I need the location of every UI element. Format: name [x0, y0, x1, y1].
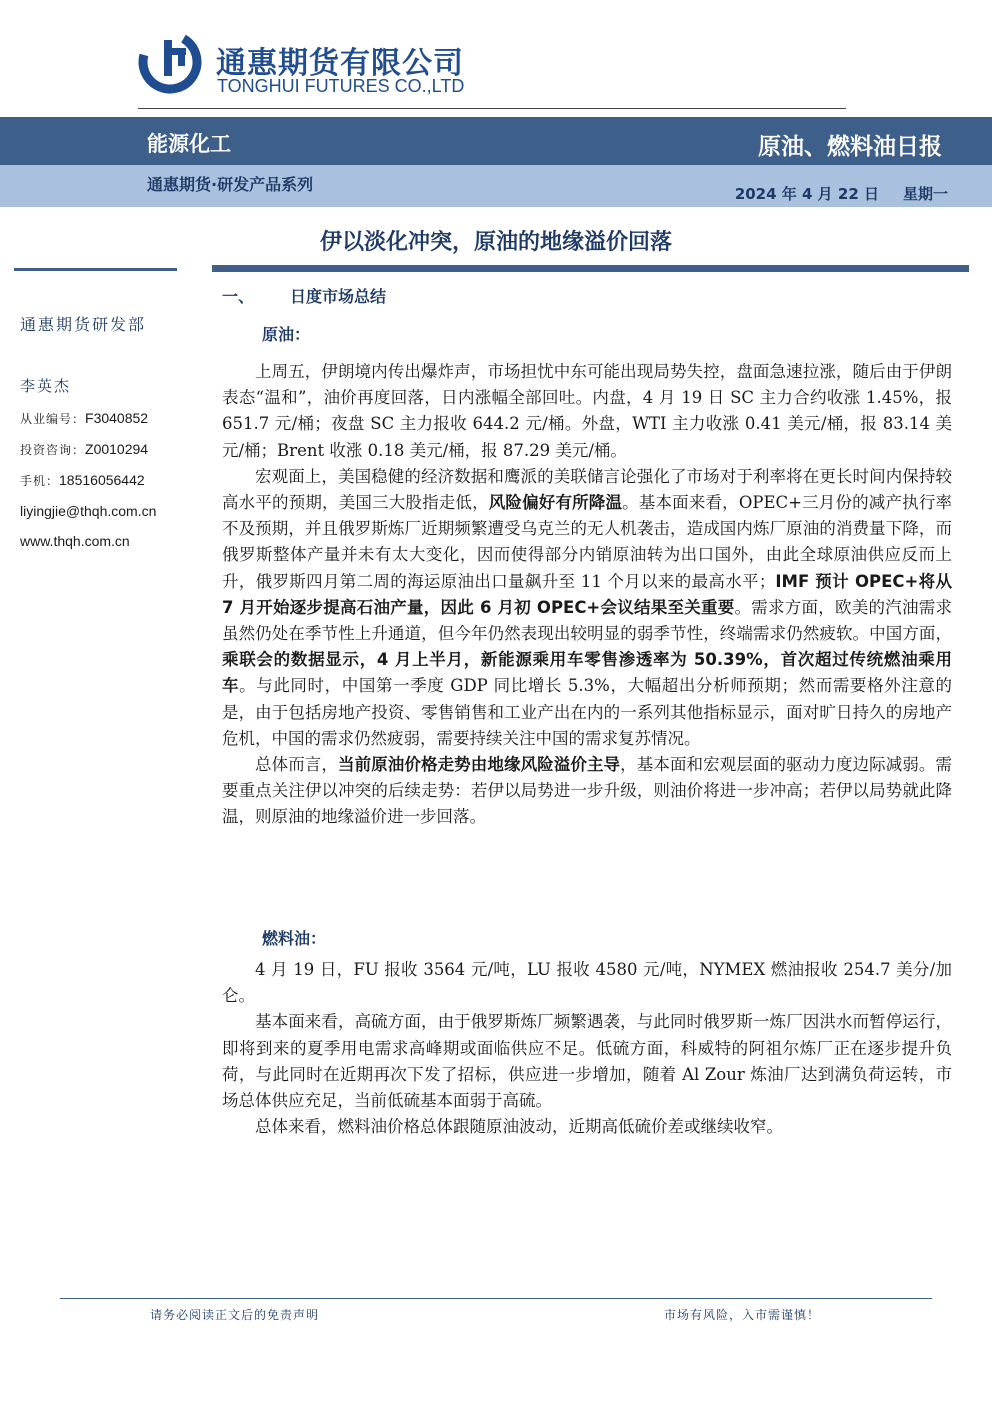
- department-name: 通惠期货研发部: [20, 315, 147, 334]
- phone-label: 手机：: [20, 474, 60, 488]
- disclaimer-note[interactable]: 请务必阅读正文后的免责声明: [150, 1308, 320, 1322]
- fuel-paragraph-3: 总体来看，燃料油价格总体跟随原油波动，近期高低硫价差或继续收窄。: [255, 1117, 783, 1137]
- fuel-paragraph-1: 4 月 19 日，FU 报收 3564 元/吨，LU 报收 4580 元/吨，NYMEX 燃油报收 254.7 美分/加仑。: [222, 960, 952, 1006]
- highlight-text: 乘联会的数据显示，4 月上半月，新能源乘用车零售渗透率为 50.39%，首次超过传统燃油乘用车: [222, 650, 952, 696]
- email-link[interactable]: liyingjie@thqh.com.cn: [20, 503, 157, 519]
- page-title: 伊以淡化冲突，原油的地缘溢价回落: [319, 230, 672, 255]
- sidebar: [20, 312, 195, 549]
- footer-divider: [60, 1298, 932, 1299]
- text-run: 。基本面来看，OPEC+三月份的减产执行率不及预期，并且俄罗斯炼厂近期频繁遭受乌克兰的无人机袭击，造成国内炼厂原油的消费量下降，而俄罗斯整体产量并未有太大变化，因而使得部分内销原油转为出口国外，由此全球原油供应反而上升，俄罗斯四月第二周的海运原油出口量飙升至 11 个月以来的最高水平；: [222, 493, 952, 591]
- crude-paragraph-3: [222, 752, 952, 831]
- license-label: 从业编号：: [20, 412, 86, 426]
- crude-heading: 原油：: [262, 325, 311, 344]
- fuel-body: [222, 957, 952, 1140]
- header-divider: [138, 108, 846, 109]
- text-run: ，基本面和宏观层面的驱动力度边际减弱。需要重点关注伊以冲突的后续走势：若伊以局势进一步升级，则油价将进一步冲高；若伊以局势就此降温，则原油的地缘溢价进一步回落。: [222, 755, 953, 827]
- advisory-value: Z0010294: [85, 441, 149, 457]
- crude-paragraph-2: [222, 464, 952, 752]
- series-label: 通惠期货·研发产品系列: [147, 175, 314, 194]
- license-value: F3040852: [85, 410, 149, 426]
- highlight-text: 当前原油价格走势由地缘风险溢价主导: [338, 755, 621, 775]
- company-logo-icon: [138, 30, 202, 94]
- license-row: [20, 410, 195, 427]
- section-number: 一、: [222, 287, 255, 306]
- title-rule: [212, 265, 969, 272]
- highlight-text: 风险偏好有所降温: [488, 493, 623, 513]
- section-title: 日度市场总结: [290, 287, 387, 306]
- section-heading: [222, 284, 386, 307]
- advisory-label: 投资咨询：: [20, 443, 86, 457]
- sidebar-rule: [14, 268, 177, 271]
- crude-body: [222, 359, 952, 831]
- analyst-name: 李英杰: [20, 377, 72, 395]
- weekday-text: 星期一: [902, 185, 948, 203]
- date-text: 2024 年 4 月 22 日: [734, 185, 879, 203]
- text-run: 宏观面上，美国稳健的经济数据和鹰派的美联储言论强化了市场对于利率将在更长时间内保持较高水平的预期，美国三大股指走低，: [222, 466, 952, 513]
- report-name: 原油、燃料油日报: [758, 134, 942, 160]
- highlight-text: IMF 预计 OPEC+将从 7 月开始逐步提高石油产量，因此 6 月初 OPEC+会议结果至关重要: [222, 571, 952, 617]
- phone-value: 18516056442: [59, 472, 145, 488]
- company-name-en: TONGHUI FUTURES CO.,LTD: [217, 76, 465, 96]
- sector-label: 能源化工: [147, 132, 231, 156]
- fuel-heading: 燃料油：: [262, 929, 327, 948]
- report-date: [735, 183, 948, 204]
- risk-warning: 市场有风险，入市需谨慎！: [663, 1308, 820, 1322]
- text-run: 。需求方面，欧美的汽油需求虽然仍处在季节性上升通道，但今年仍然表现出较明显的弱季节性，终端需求仍然疲软。中国方面，: [222, 597, 953, 644]
- text-run: 。与此同时，中国第一季度 GDP 同比增长 5.3%，大幅超出分析师预期；然而需要格外注意的是，由于包括房地产投资、零售销售和工业产出在内的一系列其他指标显示，面对旷日持久的房地产危机，中国的需求仍然疲弱，需要持续关注中国的需求复苏情况。: [222, 676, 952, 748]
- advisory-row: [20, 441, 195, 458]
- phone-row: [20, 472, 195, 489]
- fuel-paragraph-2: 基本面来看，高硫方面，由于俄罗斯炼厂频繁遇袭，与此同时俄罗斯一炼厂因洪水而暂停运行，即将到来的夏季用电需求高峰期或面临供应不足。低硫方面，科威特的阿祖尔炼厂正在逐步提升负荷，与此同时在近期再次下发了招标，供应进一步增加，随着 Al Zour 炼油厂达到满负荷运转，市场总体供应充足，当前低硫基本面弱于高硫。: [222, 1012, 952, 1111]
- crude-paragraph-1: 上周五，伊朗境内传出爆炸声，市场担忧中东可能出现局势失控，盘面急速拉涨，随后由于伊朗表态“温和”，油价再度回落，日内涨幅全部回吐。内盘，4 月 19 日 SC 主力合约收涨 1.45%，报 651.7 元/桶；夜盘 SC 主力报收 644.2 元/桶。外盘，WTI 主力收涨 0.41 美元/桶，报 83.14 美元/桶；Brent 收涨 0.18 美元/桶，报 87.29 美元/桶。: [222, 362, 952, 460]
- text-run: 总体而言，: [255, 755, 338, 775]
- company-name-cn: 通惠期货有限公司: [216, 46, 464, 81]
- website-link[interactable]: www.thqh.com.cn: [20, 533, 130, 549]
